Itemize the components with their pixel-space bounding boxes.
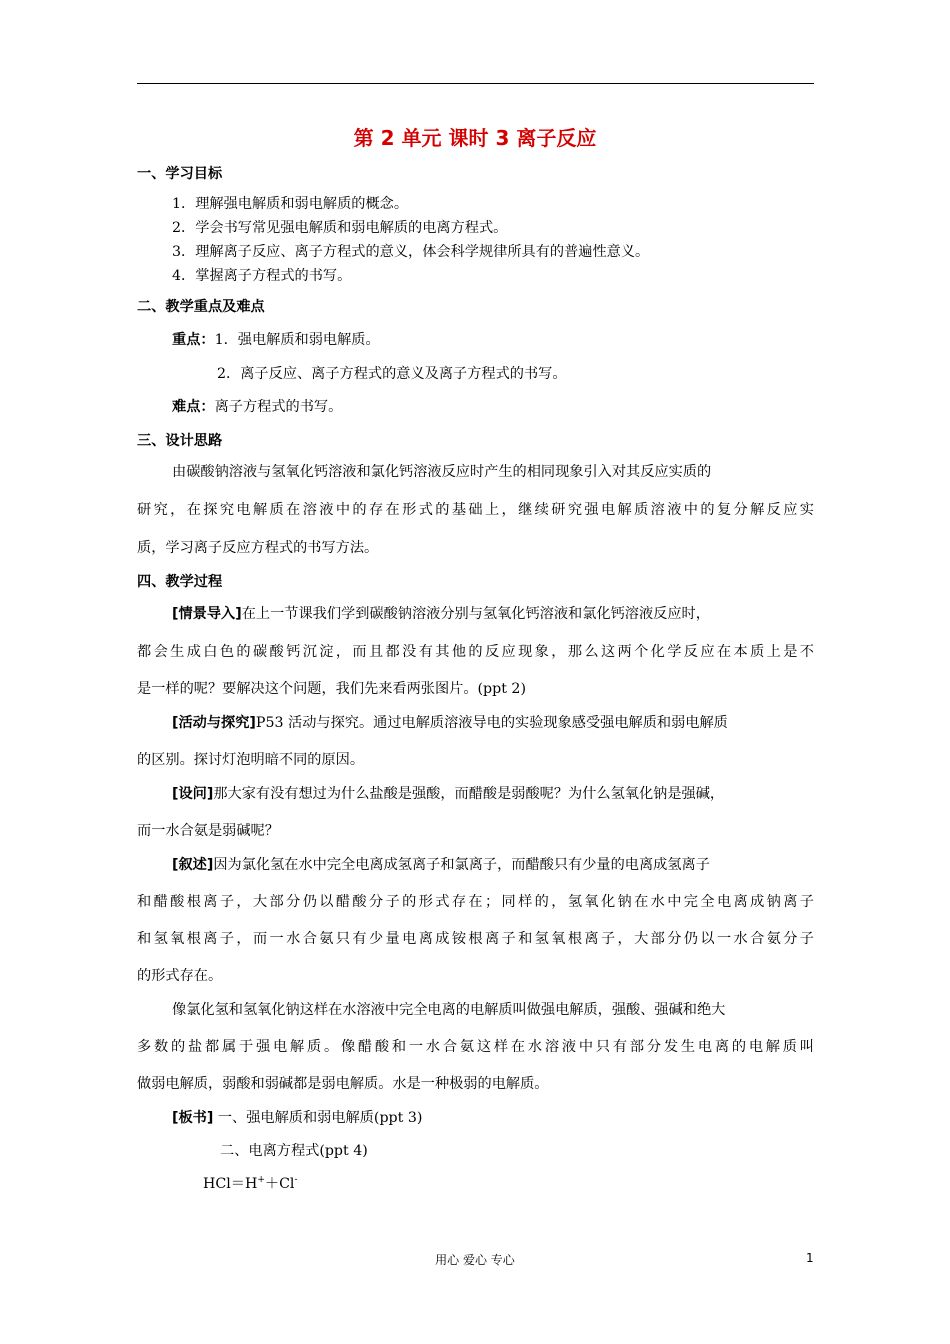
paragraph-line: 多数的盐都属于强电解质。像醋酸和一水合氨这样在水溶液中只有部分发生电离的电解质叫 (137, 1039, 814, 1055)
key-label: 重点： (172, 332, 215, 348)
page-title: 第 2 单元 课时 3 离子反应 (353, 126, 597, 150)
section-heading-keypoints: 二、教学重点及难点 (137, 299, 265, 315)
tag-question: [设问] (172, 786, 214, 802)
tag-board: [板书] (172, 1110, 214, 1126)
section-heading-design: 三、设计思路 (137, 433, 223, 449)
paragraph-text: 那大家有没有想过为什么盐酸是强酸，而醋酸是弱酸呢？为什么氢氧化钠是强碱， (213, 786, 725, 802)
paragraph-text: 在上一节课我们学到碳酸钠溶液分别与氢氧化钙溶液和氯化钙溶液反应时， (241, 606, 710, 622)
board-text: 一、强电解质和弱电解质(ppt 3) (213, 1110, 423, 1126)
equation-superscript: + (257, 1175, 265, 1185)
key-point-1: 1．强电解质和弱电解质。 (214, 332, 380, 348)
page-number: 1 (806, 1251, 814, 1265)
board-line (172, 1108, 422, 1128)
key-point-2: 2．离子反应、离子方程式的意义及离子方程式的书写。 (217, 366, 567, 382)
paragraph-line: 由碳酸钠溶液与氢氧化钙溶液和氯化钙溶液反应时产生的相同现象引入对其反应实质的 (172, 464, 712, 480)
paragraph-line (172, 604, 710, 624)
paragraph-line: 的区别。探讨灯泡明暗不同的原因。 (137, 752, 365, 768)
ionization-equation (203, 1174, 298, 1194)
paragraph-text: 因为氯化氢在水中完全电离成氢离子和氯离子，而醋酸只有少量的电离成氢离子 (213, 857, 710, 873)
tag-activity: [活动与探究] (172, 715, 256, 731)
paragraph-line: 做弱电解质，弱酸和弱碱都是弱电解质。水是一种极弱的电解质。 (137, 1076, 549, 1092)
tag-scenario: [情景导入] (172, 606, 242, 622)
paragraph-line: 都会生成白色的碳酸钙沉淀，而且都没有其他的反应现象，那么这两个化学反应在本质上是不 (137, 644, 814, 660)
objective-item: 4．掌握离子方程式的书写。 (172, 268, 352, 284)
paragraph-line (172, 713, 728, 733)
paragraph-line: 研究，在探究电解质在溶液中的存在形式的基础上，继续研究强电解质溶液中的复分解反应实 (137, 502, 814, 518)
board-line: 二、电离方程式(ppt 4) (220, 1143, 368, 1159)
paragraph-line: 是一样的呢？要解决这个问题，我们先来看两张图片。(ppt 2) (137, 681, 526, 697)
objective-item: 1．理解强电解质和弱电解质的概念。 (172, 196, 409, 212)
paragraph-line: 和醋酸根离子，大部分仍以醋酸分子的形式存在；同样的，氢氧化钠在水中完全电离成钠离子 (137, 894, 814, 910)
paragraph-line: 质，学习离子反应方程式的书写方法。 (137, 540, 379, 556)
equation-part: ＋Cl (264, 1176, 295, 1192)
paragraph-line: 像氯化氢和氢氧化钠这样在水溶液中完全电离的电解质叫做强电解质，强酸、强碱和绝大 (172, 1002, 726, 1018)
objective-item: 3．理解离子反应、离子方程式的意义，体会科学规律所具有的普遍性意义。 (172, 244, 650, 260)
tag-narrative: [叙述] (172, 857, 214, 873)
equation-superscript: - (294, 1175, 298, 1185)
paragraph-line (172, 855, 710, 875)
paragraph-line: 而一水合氨是弱碱呢？ (137, 823, 279, 839)
paragraph-line: 的形式存在。 (137, 968, 223, 984)
equation-part: HCl＝H (203, 1176, 258, 1192)
paragraph-text: P53 活动与探究。通过电解质溶液导电的实验现象感受强电解质和弱电解质 (255, 715, 728, 731)
paragraph-line: 和氢氧根离子，而一水合氨只有少量电离成铵根离子和氢氧根离子，大部分仍以一水合氨分子 (137, 931, 814, 947)
header-rule (137, 83, 814, 84)
paragraph-line (172, 784, 724, 804)
key-point-line-1 (172, 330, 380, 350)
section-heading-objectives: 一、学习目标 (137, 166, 223, 182)
objective-item: 2．学会书写常见强电解质和弱电解质的电离方程式。 (172, 220, 508, 236)
page-footer: 用心 爱心 专心 (435, 1253, 515, 1267)
section-heading-process: 四、教学过程 (137, 574, 223, 590)
difficulty-text: 离子方程式的书写。 (214, 399, 343, 415)
difficulty-line (172, 397, 342, 417)
difficulty-label: 难点： (172, 399, 215, 415)
